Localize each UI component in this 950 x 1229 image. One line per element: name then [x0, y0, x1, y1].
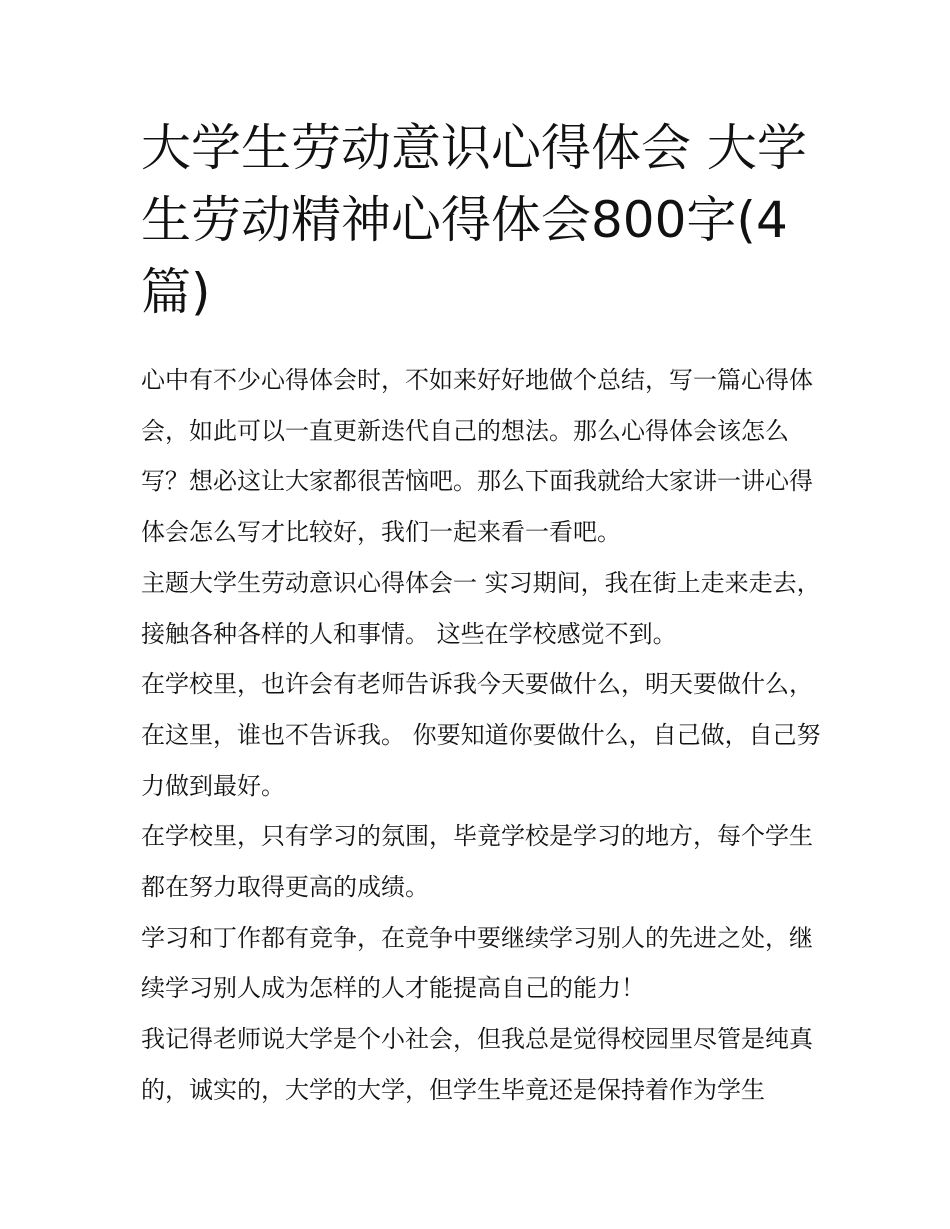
paragraph-intro: 心中有不少心得体会时，不如来好好地做个总结，写一篇心得体会，如此可以一直更新迭代自己的想法。那么心得体会该怎么写？想必这让大家都很苦恼吧。那么下面我就给大家讲一讲心得体会怎么写才比较好，我们一起来看一看吧。: [141, 366, 813, 547]
paragraph-3: 在学校里，只有学习的氛围，毕竟学校是学习的地方，每个学生都在努力取得更高的成绩。: [141, 822, 813, 902]
paragraph-5: 我记得老师说大学是个小社会，但我总是觉得校园里尽管是纯真的，诚实的，大学的大学，但学生毕竟还是保持着作为学生: [141, 1025, 813, 1104]
document-body: [141, 355, 821, 1116]
paragraph-2: 在学校里，也许会有老师告诉我今天要做什么，明天要做什么，在这里，谁也不告诉我。 你要知道你要做什么，自己做，自己努力做到最好。: [141, 670, 821, 800]
paragraph-4: 学习和丁作都有竞争，在竞争中要继续学习别人的先进之处，继续学习别人成为怎样的人才能提高自己的能力！: [141, 923, 813, 1003]
paragraph-1: 主题大学生劳动意识心得体会一 实习期间，我在街上走来走去，接触各种各样的人和事情。 这些在学校感觉不到。: [141, 568, 821, 648]
document-title: 大学生劳动意识心得体会 大学生劳动精神心得体会800字(4篇): [141, 119, 807, 321]
